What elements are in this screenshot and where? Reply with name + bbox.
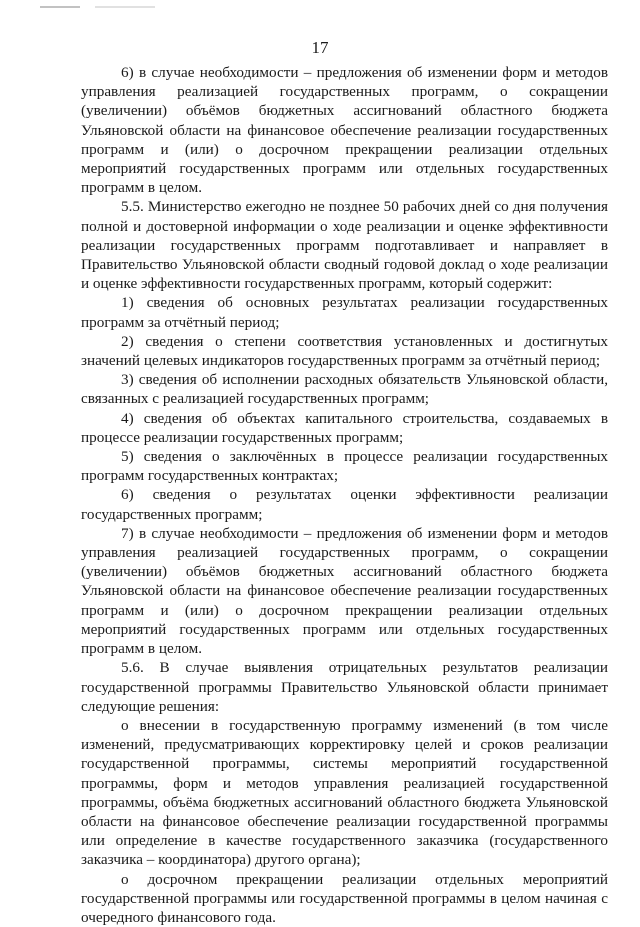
document-body [81,63,608,927]
paragraph: 5.5. Министерство ежегодно не позднее 50 рабочих дней со дня получения полной и достоверной информации о ходе реализации и оценке эффективности реализации государственных программ подготавливает и направляет в Правительство Ульяновской области сводный годовой доклад о ходе реализации и оценке эффективности государственных программ, который содержит: [81,198,608,293]
paragraph: о внесении в государственную программу изменений (в том числе изменений, предусматривающих корректировку целей и сроков реализации государственной программы, системы мероприятий государственной программы, форм и методов управления реализацией государственной программы, объёма бюджетных ассигнований областного бюджета Ульяновской области на финансовое обеспечение реализации государственной программы или определение в качестве государственного заказчика (государственного заказчика – координатора) другого органа); [81,716,608,869]
paragraph: 6) в случае необходимости – предложения об изменении форм и методов управления реализацией государственных программ, о сокращении (увеличении) объёмов бюджетных ассигнований областного бюджета Ульяновской области на финансовое обеспечение реализации государственных программ и (или) о досрочном прекращении реализации отдельных мероприятий государственных программ или отдельных государственных программ в целом. [81,64,608,197]
paragraph: 4) сведения об объектах капитального строительства, создаваемых в процессе реализации государственных программ; [81,409,608,446]
scan-artifact [40,6,80,8]
paragraph: 7) в случае необходимости – предложения об изменении форм и методов управления реализацией государственных программ, о сокращении (увеличении) объёмов бюджетных ассигнований областного бюджета Ульяновской области на финансовое обеспечение реализации государственных программ и (или) о досрочном прекращении реализации отдельных мероприятий государственных программ или отдельных государственных программ в целом. [81,524,608,658]
paragraph: 2) сведения о степени соответствия установленных и достигнутых значений целевых индикаторов государственных программ за отчётный период; [81,332,608,370]
paragraph: 5) сведения о заключённых в процессе реализации государственных программ государственных контрактах; [81,448,608,485]
scan-artifact [95,6,155,8]
paragraph: о досрочном прекращении реализации отдельных мероприятий государственной программы или государственной программы в целом начиная с очередного финансового года. [81,870,608,926]
paragraph: 5.6. В случае выявления отрицательных результатов реализации государственной программы Правительство Ульяновской области принимает следующие решения: [81,659,608,715]
paragraph: 3) сведения об исполнении расходных обязательств Ульяновской области, связанных с реализацией государственных программ; [81,371,608,408]
paragraph: 6) сведения о результатах оценки эффективности реализации государственных программ; [81,486,608,523]
page-number: 17 [311,38,329,57]
paragraph: 1) сведения об основных результатах реализации государственных программ за отчётный период; [81,294,608,331]
